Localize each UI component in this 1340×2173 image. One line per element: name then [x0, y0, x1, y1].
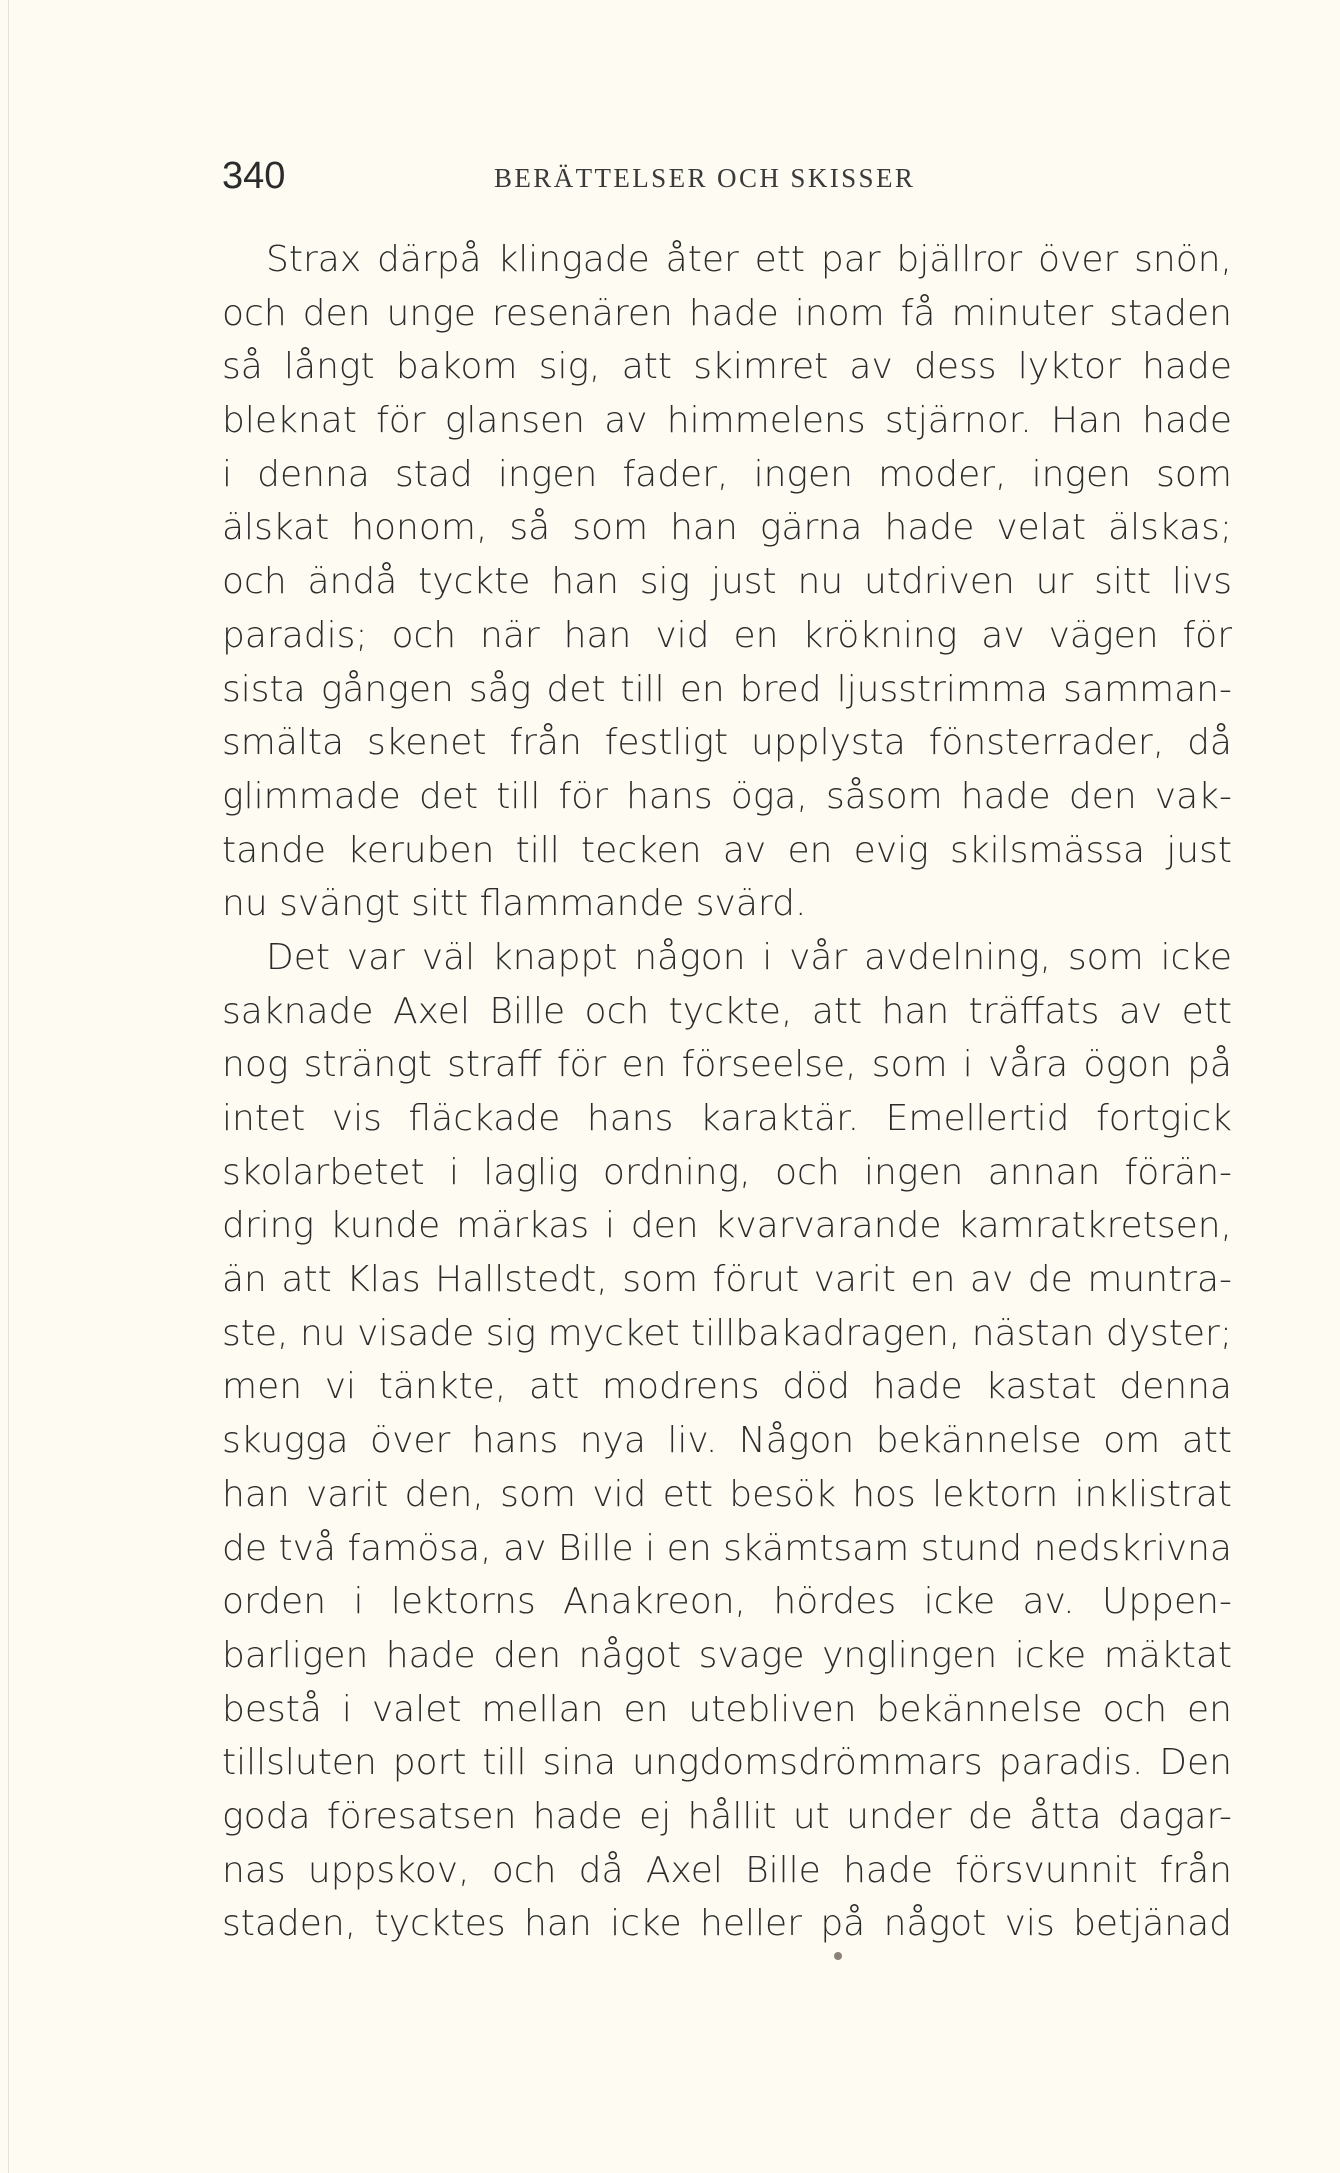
text-line: dring kunde märkas i den kvarvarande kamratkretsen, [222, 1205, 1232, 1247]
ink-dot-mark [834, 1952, 842, 1960]
text-line: bleknat för glansen av himmelens stjärnor. Han hade [222, 400, 1232, 442]
text-line: tillsluten port till sina ungdomsdrömmars paradis. Den [222, 1742, 1232, 1784]
text-line: smälta skenet från festligt upplysta fönsterrader, då [222, 722, 1232, 764]
page-edge [8, 0, 9, 2173]
text-line: sista gången såg det till en bred ljusstrimma samman- [222, 668, 1232, 710]
text-line: saknade Axel Bille och tyckte, att han träffats av ett [222, 990, 1232, 1032]
running-head: BERÄTTELSER OCH SKISSER [494, 163, 916, 193]
text-line: staden, tycktes han icke heller på något vis betjänad [222, 1903, 1232, 1945]
text-line: nog strängt straff för en förseelse, som i våra ögon på [222, 1044, 1232, 1086]
text-line: paradis; och när han vid en krökning av vägen för [222, 614, 1232, 656]
text-line: nu svängt sitt flammande svärd. [222, 883, 807, 925]
body-text [222, 233, 1232, 1951]
text-line: skolarbetet i laglig ordning, och ingen annan förän- [222, 1151, 1232, 1193]
text-line: nas uppskov, och då Axel Bille hade försvunnit från [222, 1849, 1232, 1891]
text-line: och den unge resenären hade inom få minuter staden [222, 292, 1232, 334]
text-line: glimmade det till för hans öga, såsom hade den vak- [222, 775, 1232, 817]
text-line: tande keruben till tecken av en evig skilsmässa just [222, 829, 1232, 871]
page-number: 340 [222, 155, 286, 197]
text-line: Det var väl knappt någon i vår avdelning, som icke [266, 936, 1232, 978]
text-line: intet vis fläckade hans karaktär. Emellertid fortgick [222, 1098, 1232, 1139]
text-line: Strax därpå klingade åter ett par bjällror över snön, [266, 239, 1232, 280]
text-line: men vi tänkte, att modrens död hade kastat denna [222, 1366, 1232, 1408]
text-line: barligen hade den något svage ynglingen icke mäktat [222, 1634, 1232, 1676]
text-line: bestå i valet mellan en utebliven bekännelse och en [222, 1688, 1232, 1730]
text-line: älskat honom, så som han gärna hade velat älskas; [222, 507, 1232, 549]
text-line: och ändå tyckte han sig just nu utdriven ur sitt livs [222, 561, 1232, 603]
text-line: de två famösa, av Bille i en skämtsam stund nedskrivna [222, 1527, 1232, 1569]
page-header [222, 150, 1232, 202]
text-line: orden i lektorns Anakreon, hördes icke av. Uppen- [222, 1581, 1232, 1623]
text-line: ste, nu visade sig mycket tillbakadragen, nästan dyster; [222, 1312, 1232, 1354]
text-line: han varit den, som vid ett besök hos lektorn inklistrat [222, 1473, 1232, 1515]
text-line: i denna stad ingen fader, ingen moder, ingen som [222, 453, 1232, 495]
text-line: så långt bakom sig, att skimret av dess lyktor hade [222, 346, 1232, 388]
text-line: än att Klas Hallstedt, som förut varit en av de muntra- [222, 1259, 1232, 1301]
text-line: skugga över hans nya liv. Någon bekännelse om att [222, 1420, 1232, 1462]
text-line: goda föresatsen hade ej hållit ut under de åtta dagar- [222, 1795, 1232, 1837]
